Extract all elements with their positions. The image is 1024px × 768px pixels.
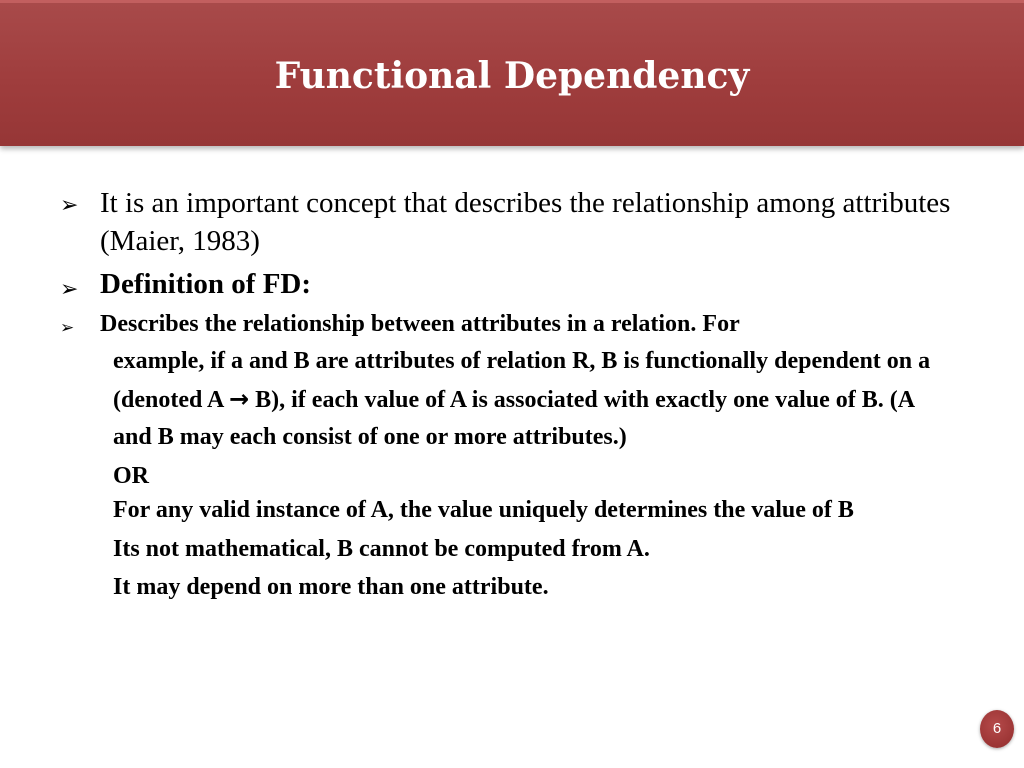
slide-title: Functional Dependency: [274, 55, 750, 97]
definition-paragraph-part2: B), if each value of A is associated with exactly one value of B. (A and B may each consist of one or more attributes.): [113, 386, 914, 451]
bullet-concept: [60, 184, 960, 260]
not-mathematical-text: Its not mathematical, B cannot be computed from A.: [113, 535, 650, 562]
bullet-describes: [60, 306, 960, 343]
definition-paragraph: [60, 343, 953, 457]
slide-content: [60, 184, 960, 606]
more-than-one-text: It may depend on more than one attribute.: [113, 573, 549, 600]
title-bar: [0, 0, 1024, 146]
page-number-badge: 6: [980, 710, 1014, 748]
definition-paragraph-part1: example, if a and B are attributes of relation R, B is functionally dependent on a (denoted A: [113, 348, 931, 413]
bullet-definition-text: Definition of FD:: [100, 268, 312, 300]
bullet-definition: [60, 262, 960, 306]
or-text: OR: [113, 462, 149, 489]
arrow-bullet-icon: ➢: [60, 277, 79, 302]
implies-arrow-icon: →: [229, 384, 250, 413]
bullet-concept-text: It is an important concept that describes the relationship among attributes (Maier, 1983): [100, 187, 951, 257]
arrow-bullet-icon: ➢: [60, 318, 75, 338]
arrow-bullet-icon: ➢: [60, 193, 79, 218]
bullet-describes-text: Describes the relationship between attributes in a relation. For: [100, 311, 740, 337]
valid-instance-text: For any valid instance of A, the value uniquely determines the value of B: [113, 496, 854, 523]
